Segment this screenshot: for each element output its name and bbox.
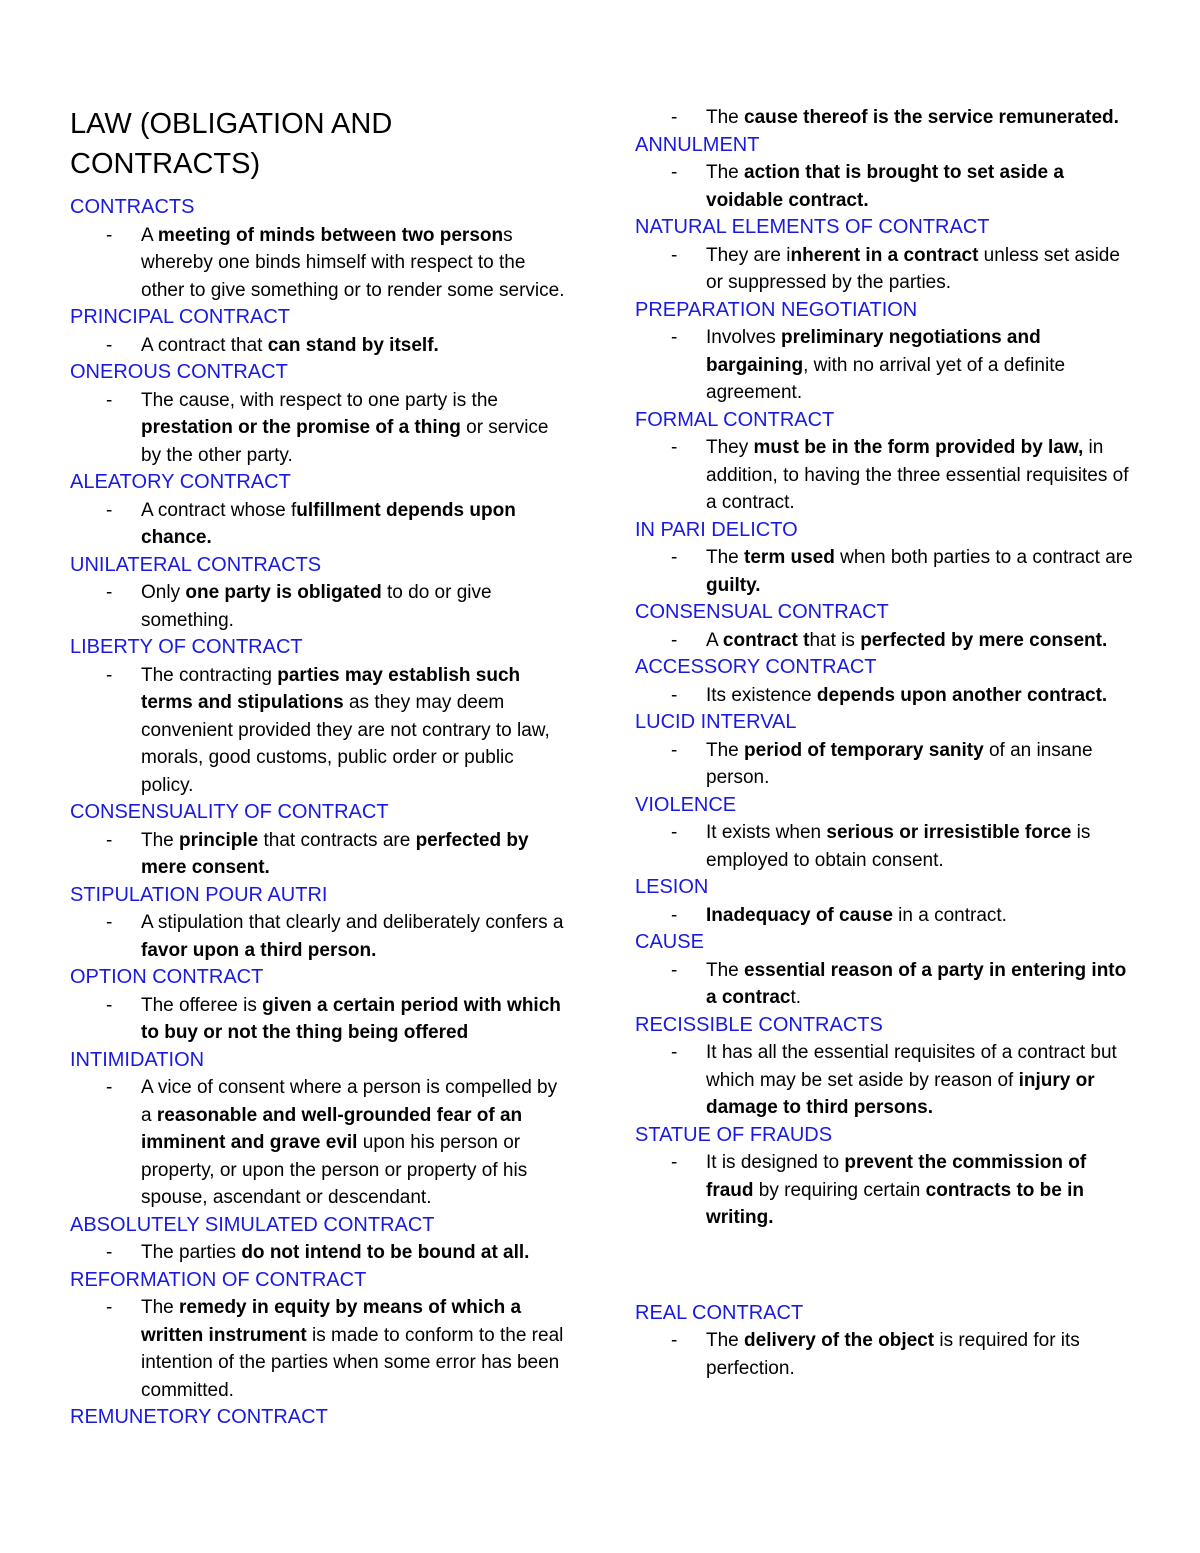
definition-text xyxy=(141,992,570,1047)
bullet-dash: - xyxy=(106,994,113,1016)
definition-item xyxy=(70,1074,570,1212)
left-column xyxy=(70,104,570,1432)
term-heading: LESION xyxy=(635,876,709,898)
emphasis-text: meeting of minds between two person xyxy=(157,224,504,246)
bullet-dash: - xyxy=(106,1242,113,1263)
plain-text: by requiring certain xyxy=(753,1179,926,1201)
definition-text xyxy=(706,627,1135,655)
definition-item xyxy=(635,957,1135,1012)
plain-text: The xyxy=(706,107,745,128)
plain-text: Involves xyxy=(706,327,781,348)
bullet-dash: - xyxy=(671,1152,678,1173)
definition-item xyxy=(635,819,1135,874)
emphasis-text: ulfillment depends upon chance. xyxy=(141,499,516,548)
term-entry xyxy=(635,599,1135,654)
definition-item xyxy=(70,387,570,470)
definition-text xyxy=(141,662,570,800)
term-entry xyxy=(635,297,1135,407)
plain-text: The xyxy=(141,1297,180,1318)
plain-text: A xyxy=(141,224,158,246)
definition-text xyxy=(141,909,570,964)
emphasis-text: action that is brought to set aside a voidable contract. xyxy=(706,162,1064,211)
bullet-dash: - xyxy=(671,959,678,981)
plain-text: The parties xyxy=(141,1242,242,1263)
plain-text: It exists when xyxy=(706,822,827,843)
blank-space xyxy=(635,1232,1135,1300)
term-heading: UNILATERAL CONTRACTS xyxy=(70,553,322,576)
definition-item xyxy=(635,682,1135,710)
term-entry xyxy=(635,929,1135,1012)
definition-text xyxy=(706,682,1135,710)
plain-text: hat is xyxy=(809,629,861,651)
emphasis-text: guilty. xyxy=(706,574,761,596)
term-heading: ACCESSORY CONTRACT xyxy=(635,656,877,678)
bullet-dash: - xyxy=(671,437,678,458)
bullet-dash: - xyxy=(106,582,113,603)
bullet-dash: - xyxy=(106,499,113,521)
left-entries xyxy=(70,194,570,1432)
plain-text: A contract whose f xyxy=(141,499,297,521)
emphasis-text: given a certain period with which to buy or not the thing being offered xyxy=(141,994,561,1043)
term-heading: OPTION CONTRACT xyxy=(70,966,264,988)
emphasis-text: principle xyxy=(179,829,259,851)
plain-text: t. xyxy=(790,987,802,1008)
definition-text xyxy=(706,819,1135,874)
term-heading: VIOLENCE xyxy=(635,793,737,816)
plain-text: A xyxy=(706,629,723,651)
emphasis-text: Inadequacy of cause xyxy=(706,904,893,926)
term-entry xyxy=(635,1232,1135,1383)
emphasis-text: must be in the form provided by law, xyxy=(753,437,1084,458)
term-heading: REMUNETORY CONTRACT xyxy=(70,1406,328,1428)
plain-text: A stipulation that clearly and deliberately confers a xyxy=(141,912,564,933)
plain-text: The xyxy=(706,739,745,761)
term-heading: CONTRACTS xyxy=(70,196,195,218)
definition-item xyxy=(635,324,1135,407)
plain-text: upon his person or property, or upon the person or property of his spouse, ascendant or descendant. xyxy=(141,1132,528,1208)
bullet-dash: - xyxy=(106,334,113,356)
emphasis-text: contracts to be in writing. xyxy=(706,1179,1085,1228)
term-heading: ONEROUS CONTRACT xyxy=(70,361,288,383)
plain-text: is employed to obtain consent. xyxy=(706,822,1091,871)
right-entries xyxy=(635,104,1135,1382)
term-entry xyxy=(70,194,570,304)
plain-text: The xyxy=(706,1330,745,1351)
plain-text: The cause, with respect to one party is the xyxy=(141,389,498,411)
definition-text xyxy=(706,324,1135,407)
definition-item xyxy=(70,222,570,305)
definition-item xyxy=(70,992,570,1047)
emphasis-text: contract t xyxy=(722,629,810,651)
plain-text: to do or give something. xyxy=(141,582,492,631)
bullet-dash: - xyxy=(106,224,113,246)
term-entry xyxy=(70,882,570,965)
definition-text xyxy=(706,1149,1135,1232)
term-heading: INTIMIDATION xyxy=(70,1048,205,1071)
emphasis-text: delivery of the object xyxy=(744,1330,935,1351)
emphasis-text: do not intend to be bound at all. xyxy=(241,1242,530,1263)
emphasis-text: cause thereof is the service remunerated. xyxy=(744,107,1119,128)
term-entry xyxy=(635,104,1135,132)
plain-text: It is designed to xyxy=(706,1152,845,1173)
definition-text xyxy=(706,957,1135,1012)
definition-item xyxy=(635,627,1135,655)
bullet-dash: - xyxy=(671,629,678,651)
bullet-dash: - xyxy=(671,244,678,266)
term-entry xyxy=(635,1122,1135,1232)
plain-text: It has all the essential requisites of a contract but which may be set aside by reason of xyxy=(706,1042,1117,1091)
bullet-dash: - xyxy=(106,912,113,933)
term-heading: NATURAL ELEMENTS OF CONTRACT xyxy=(635,216,990,238)
term-heading: IN PARI DELICTO xyxy=(635,518,798,541)
definition-item xyxy=(635,434,1135,517)
term-entry xyxy=(70,1212,570,1267)
emphasis-text: injury or damage to third persons. xyxy=(706,1069,1095,1118)
document-title: LAW (OBLIGATION AND CONTRACTS) xyxy=(70,108,393,180)
term-entry xyxy=(70,799,570,882)
plain-text: as they may deem convenient provided they are not contrary to law, morals, good customs, public order or public policy. xyxy=(141,692,550,796)
plain-text: A contract that xyxy=(141,334,268,356)
term-entry xyxy=(70,1267,570,1405)
definition-text xyxy=(141,1294,570,1404)
term-entry xyxy=(70,304,570,359)
definition-text xyxy=(706,737,1135,792)
bullet-dash: - xyxy=(106,664,113,686)
plain-text: is made to conform to the real intention of the parties when some error has been committed. xyxy=(141,1324,564,1401)
plain-text: The xyxy=(141,829,180,851)
emphasis-text: one party is obligated xyxy=(185,582,382,603)
term-heading: REFORMATION OF CONTRACT xyxy=(70,1268,367,1291)
definition-item xyxy=(635,737,1135,792)
definition-text xyxy=(141,1239,570,1267)
term-heading: FORMAL CONTRACT xyxy=(635,408,835,431)
emphasis-text: parties may establish such terms and stipulations xyxy=(141,664,521,713)
term-entry xyxy=(635,792,1135,875)
emphasis-text: reasonable and well-grounded fear of an imminent and grave evil xyxy=(141,1104,523,1153)
definition-text xyxy=(141,1074,570,1212)
definition-text xyxy=(706,159,1135,214)
emphasis-text: favor upon a third person. xyxy=(141,939,377,961)
definition-text xyxy=(706,902,1135,930)
definition-item xyxy=(635,242,1135,297)
bullet-dash: - xyxy=(671,904,678,926)
definition-item xyxy=(70,497,570,552)
term-entry xyxy=(70,634,570,799)
term-heading: STIPULATION POUR AUTRI xyxy=(70,883,328,906)
bullet-dash: - xyxy=(671,1330,678,1351)
emphasis-text: nherent in a contract xyxy=(790,244,979,266)
emphasis-text: preliminary negotiations and bargaining xyxy=(706,327,1041,376)
plain-text: is required for its perfection. xyxy=(706,1330,1080,1379)
term-heading: CONSENSUAL CONTRACT xyxy=(635,601,889,623)
term-entry xyxy=(635,1012,1135,1122)
plain-text: A vice of consent where a person is compelled by a xyxy=(141,1077,558,1126)
emphasis-text: can stand by itself. xyxy=(267,334,439,356)
emphasis-text: depends upon another contract. xyxy=(816,684,1108,706)
emphasis-text: perfected by mere consent. xyxy=(141,829,529,878)
term-entry xyxy=(635,517,1135,600)
definition-text xyxy=(141,222,570,305)
bullet-dash: - xyxy=(671,162,678,183)
emphasis-text: serious or irresistible force xyxy=(826,822,1072,843)
plain-text: in addition, to having the three essential requisites of a contract. xyxy=(706,437,1129,513)
term-entry xyxy=(70,359,570,469)
plain-text: of an insane person. xyxy=(706,739,1093,788)
term-heading: ANNULMENT xyxy=(635,133,760,156)
plain-text: that contracts are xyxy=(258,829,416,851)
definition-text xyxy=(706,1039,1135,1122)
definition-text xyxy=(141,579,570,634)
term-heading: LIBERTY OF CONTRACT xyxy=(70,636,303,658)
plain-text: unless set aside or suppressed by the parties. xyxy=(706,244,1120,293)
emphasis-text: essential reason of a party in entering into a contrac xyxy=(706,959,1127,1008)
plain-text: The offeree is xyxy=(141,994,263,1016)
definition-text xyxy=(141,497,570,552)
right-column xyxy=(635,104,1135,1382)
definition-item xyxy=(635,159,1135,214)
plain-text: They are i xyxy=(706,244,791,266)
definition-text xyxy=(141,827,570,882)
bullet-dash: - xyxy=(106,389,113,411)
bullet-dash: - xyxy=(106,1297,113,1318)
emphasis-text: prestation or the promise of a thing xyxy=(141,417,461,438)
term-heading: ALEATORY CONTRACT xyxy=(70,471,291,493)
term-heading: CAUSE xyxy=(635,931,704,953)
definition-item xyxy=(635,1327,1135,1382)
plain-text: They xyxy=(706,437,754,458)
term-heading: REAL CONTRACT xyxy=(635,1301,804,1324)
definition-item xyxy=(635,902,1135,930)
term-entry xyxy=(70,469,570,552)
plain-text: The xyxy=(706,162,745,183)
emphasis-text: prevent the commission of fraud xyxy=(706,1152,1087,1201)
term-heading: ABSOLUTELY SIMULATED CONTRACT xyxy=(70,1213,435,1236)
bullet-dash: - xyxy=(671,684,678,706)
bullet-dash: - xyxy=(106,829,113,851)
definition-text xyxy=(706,1327,1135,1382)
bullet-dash: - xyxy=(671,739,678,761)
plain-text: The contracting xyxy=(141,664,278,686)
term-heading: LUCID INTERVAL xyxy=(635,711,797,733)
bullet-dash: - xyxy=(671,822,678,843)
emphasis-text: period of temporary sanity xyxy=(744,739,984,761)
term-entry xyxy=(635,407,1135,517)
bullet-dash: - xyxy=(671,1042,678,1063)
definition-item xyxy=(635,1039,1135,1122)
plain-text: s whereby one binds himself with respect to the other to give something or to render some service. xyxy=(141,224,565,301)
definition-item xyxy=(70,1294,570,1404)
bullet-dash: - xyxy=(671,107,678,128)
term-entry xyxy=(70,1047,570,1212)
term-heading: PREPARATION NEGOTIATION xyxy=(635,298,918,321)
definition-item xyxy=(635,544,1135,599)
definition-text xyxy=(706,242,1135,297)
term-entry xyxy=(635,654,1135,709)
definition-item xyxy=(70,579,570,634)
definition-item xyxy=(635,104,1135,132)
definition-item xyxy=(635,1149,1135,1232)
definition-text xyxy=(141,387,570,470)
definition-text xyxy=(706,434,1135,517)
bullet-dash: - xyxy=(671,547,678,568)
definition-item xyxy=(70,332,570,360)
term-entry xyxy=(70,1404,570,1432)
term-heading: PRINCIPAL CONTRACT xyxy=(70,306,291,328)
definition-item xyxy=(70,909,570,964)
emphasis-text: perfected by mere consent. xyxy=(860,629,1108,651)
term-entry xyxy=(635,214,1135,297)
bullet-dash: - xyxy=(106,1077,113,1098)
plain-text: The xyxy=(706,959,745,981)
term-heading: STATUE OF FRAUDS xyxy=(635,1123,833,1146)
emphasis-text: remedy in equity by means of which a written instrument xyxy=(141,1297,522,1346)
plain-text: Only xyxy=(141,582,186,603)
term-heading: RECISSIBLE CONTRACTS xyxy=(635,1013,883,1036)
plain-text: or service by the other party. xyxy=(141,417,549,466)
plain-text: when both parties to a contract are xyxy=(834,547,1133,568)
definition-text xyxy=(141,332,570,360)
definition-text xyxy=(706,104,1135,132)
term-entry xyxy=(635,132,1135,215)
term-entry xyxy=(70,552,570,635)
plain-text: , with no arrival yet of a definite agreement. xyxy=(706,354,1066,403)
term-entry xyxy=(70,964,570,1047)
definition-item xyxy=(70,827,570,882)
definition-item xyxy=(70,662,570,800)
definition-item xyxy=(70,1239,570,1267)
term-entry xyxy=(635,709,1135,792)
plain-text: in a contract. xyxy=(892,904,1007,926)
bullet-dash: - xyxy=(671,327,678,348)
definition-text xyxy=(706,544,1135,599)
plain-text: Its existence xyxy=(706,684,817,706)
plain-text: The xyxy=(706,547,745,568)
emphasis-text: term used xyxy=(744,547,835,568)
term-entry xyxy=(635,874,1135,929)
term-heading: CONSENSUALITY OF CONTRACT xyxy=(70,801,389,823)
